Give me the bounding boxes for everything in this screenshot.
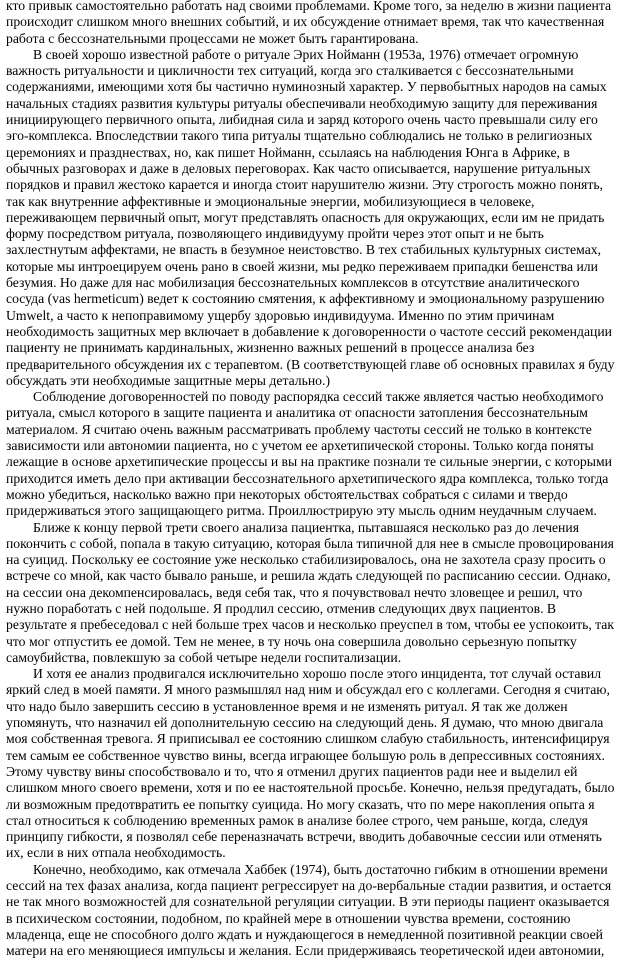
text-line: церемониях и празднествах, но, как пишет Нойманн, ссылаясь на наблюдения Юнга в Африке, в: [6, 144, 570, 160]
paragraph: [6, 0, 614, 47]
text-line: принципу гибкости, я позволял себе переназначать встречи, вводить добавочные сессии или отменять: [6, 829, 602, 845]
text-line: важность ритуальности и цикличности тех ситуаций, когда эго сталкивается с бессознательными: [6, 63, 574, 79]
text-line: безумия. Но даже для нас мобилизация бессознательных комплексов в отсутствие аналитического: [6, 275, 580, 291]
paragraph: [6, 666, 614, 862]
text-line: Umwelt, а часто к непоправимому ущербу здоровью индивидуума. Именно по этим причинам: [6, 307, 555, 323]
text-line: предварительного обсуждения их с терапевтом. (В соответствующей главе об основных правилах я буду: [6, 356, 615, 372]
text-line: яркий след в моей памяти. Я много размышлял над ним и обсуждал его с коллегами. Сегодня я считаю,: [6, 682, 610, 698]
text-line: на суицид. Поскольку ее состояние уже несколько стабилизировалось, она не захотела сразу просить о: [6, 552, 606, 568]
text-line: В своей хорошо известной работе о ритуале Эрих Нойманн (1953а, 1976) отмечает огромную: [33, 46, 579, 62]
text-line: на сессии она декомпенсировалась, ведя себя так, что я почувствовал нечто зловещее и решил, что: [6, 584, 583, 600]
text-line: ли возможным предотвратить ее попытку суицида. Но могу сказать, что по мере накопления опыта я: [6, 796, 595, 812]
text-line: пациенту не принимать кардинальных, жизненно важных решений в процессе анализа без: [6, 340, 535, 356]
text-line: обычных разговорах и даже в деловых переговорах. Как часто описывается, нарушение ритуальных: [6, 160, 591, 176]
text-line: Конечно, необходимо, как отмечала Хаббек (1974), быть достаточно гибким в отношении времени: [33, 861, 608, 877]
text-line: что надо было завершить сессию в установленное время и не изменять ритуал. Я так же должен: [6, 698, 568, 714]
text-line: сосуда (vas hermeticum) ведет к состоянию смятения, к аффективному и эмоциональному разрушению: [6, 291, 605, 307]
text-line: стал относиться к соблюдению временных рамок в анализе более строго, чем раньше, когда, следуя: [6, 812, 588, 828]
text-line: содержаниями, имеющими хотя бы частично нуминозный характер. У первобытных народов на самых: [6, 79, 607, 95]
text-line: эго-комплекса. Впоследствии такого типа ритуалы тщательно соблюдались не только в религиозных: [6, 128, 593, 144]
paragraph: [6, 862, 614, 960]
text-line: ритуала, смысл которого в защите пациента и аналитика от опасности затопления бессознательным: [6, 405, 588, 421]
text-line: форму посредством ритуала, позволяющего индивидууму пройти через этот опыт и не быть: [6, 226, 544, 242]
text-line: необходимость защитных мер включает в добавление к договоренности о частоте сессий рекомендации: [6, 323, 613, 339]
text-line: захлестнутым аффектами, не впасть в безумное неистовство. В тех стабильных культурных системах,: [6, 242, 602, 258]
text-line: придерживаться этого защищающего ритма. Проиллюстрирую эту мысль одним неудачным случаем.: [6, 503, 597, 519]
text-line: инициирующего первичного опыта, либидная сила и заряд которого очень часто превышали силу его: [6, 112, 598, 128]
text-line: материалом. Я считаю очень важным рассматривать проблему частоты сессий не только в контексте: [6, 421, 592, 437]
text-line: можно убедиться, насколько важно при некоторых обстоятельствах собраться с силами и твердо: [6, 486, 568, 502]
text-line: И хотя ее анализ продвигался исключительно хорошо после этого инцидента, тот случай оставил: [33, 666, 602, 682]
text-line: порядков и правил жестоко карается и иногда стоит нарушителю жизни. Эту строгость можно понять,: [6, 177, 603, 193]
text-line: обсуждать эти необходимые защитные меры детально.): [6, 372, 331, 388]
text-line: слишком много своего времени, хотя и по ее настоятельной просьбе. Конечно, нельзя предугадать, было: [6, 780, 615, 796]
text-line: моя собственная тревога. Я приписывал ее состоянию слишком слабую стабильность, интенсифицируя: [6, 731, 610, 747]
text-line: матери на его меняющиеся импульсы и желания. Если придерживаясь теоретической идеи автономии,: [6, 943, 605, 959]
text-line: работа с бессознательными процессами не может быть гарантирована.: [6, 30, 419, 46]
text-line: кто привык самостоятельно работать над своими проблемами. Кроме того, за неделю в жизни пациента: [6, 0, 612, 13]
text-line: в психическом состоянии, подобном, по крайней мере в отношении чувства времени, состоянию: [6, 910, 571, 926]
text-line: что мог отпустить ее домой. Тем не менее, в ту ночь она совершила довольно серьезную попытку: [6, 633, 577, 649]
text-line: тем самым ее собственное чувство вины, всегда играющее большую роль в депрессивных состояниях.: [6, 747, 605, 763]
text-line: нужно поработать с ней подольше. Я продлил сессию, отменив следующих двух пациентов. В: [6, 600, 557, 616]
text-line: зависимости или автономии пациента, но с учетом ее архетипической стороны. Только когда поняты: [6, 438, 594, 454]
text-line: начальных стадиях развития культуры ритуалы обеспечивали необходимую защиту для переживания: [6, 95, 598, 111]
text-line: сессий на тех фазах анализа, когда пациент регрессирует на до-вербальные стадии развития, и остается: [6, 878, 612, 894]
paragraph: [6, 389, 614, 519]
text-line: так как внутренние аффективные и эмоциональные энергии, мобилизующиеся в человеке,: [6, 193, 535, 209]
text-line: упомянуть, что назначил ей дополнительную сессию на следующий день. Я думаю, что мною двигала: [6, 715, 604, 731]
text-line: Соблюдение договоренностей по поводу распорядка сессий также является частью необходимого: [33, 389, 604, 405]
text-line: приходится иметь дело при активации бессознательного архетипического ядра комплекса, только тогда: [6, 470, 609, 486]
text-line: лежащие в основе архетипические процессы и вы на практике познали те сильные энергии, с которыми: [6, 454, 612, 470]
text-line: встрече со мной, как часто бывало раньше, и решила ждать следующей по расписанию сессии. Однако,: [6, 568, 611, 584]
paragraph: [6, 520, 614, 667]
text-line: Ближе к концу первой трети своего анализа пациентка, пытавшаяся несколько раз до лечения: [33, 519, 579, 535]
text-line: переживающем первичный опыт, могут представлять опасность для окружающих, если им не придать: [6, 209, 605, 225]
text-line: не так много возможностей для сознательной регуляции ситуации. В эти периоды пациент оказывается: [6, 894, 610, 910]
text-line: младенца, еще не способного долго ждать и нуждающегося в немедленной позитивной реакции своей: [6, 926, 603, 942]
document-body: [6, 0, 614, 960]
text-line: самоубийства, повлекшую за собой четыре недели госпитализации.: [6, 649, 402, 665]
text-line: Этому чувству вины способствовало и то, что я отменил других пациентов ради нее и выделил ей: [6, 763, 578, 779]
text-line: результате я пребеседовал с ней больше трех часов и несколько преуспел в том, чтобы ее успокоить, так: [6, 617, 615, 633]
text-line: происходит слишком много внешних событий, и их обсуждение отнимает время, так что качественная: [6, 14, 605, 30]
paragraph: [6, 47, 614, 389]
text-line: которые мы интроецируем очень рано в своей жизни, мы редко переживаем припадки бешенства или: [6, 258, 598, 274]
text-line: их, если в них отпала необходимость.: [6, 845, 226, 861]
text-line: покончить с собой, попала в такую ситуацию, которая была типичной для нее в смысле провоцирования: [6, 535, 614, 551]
